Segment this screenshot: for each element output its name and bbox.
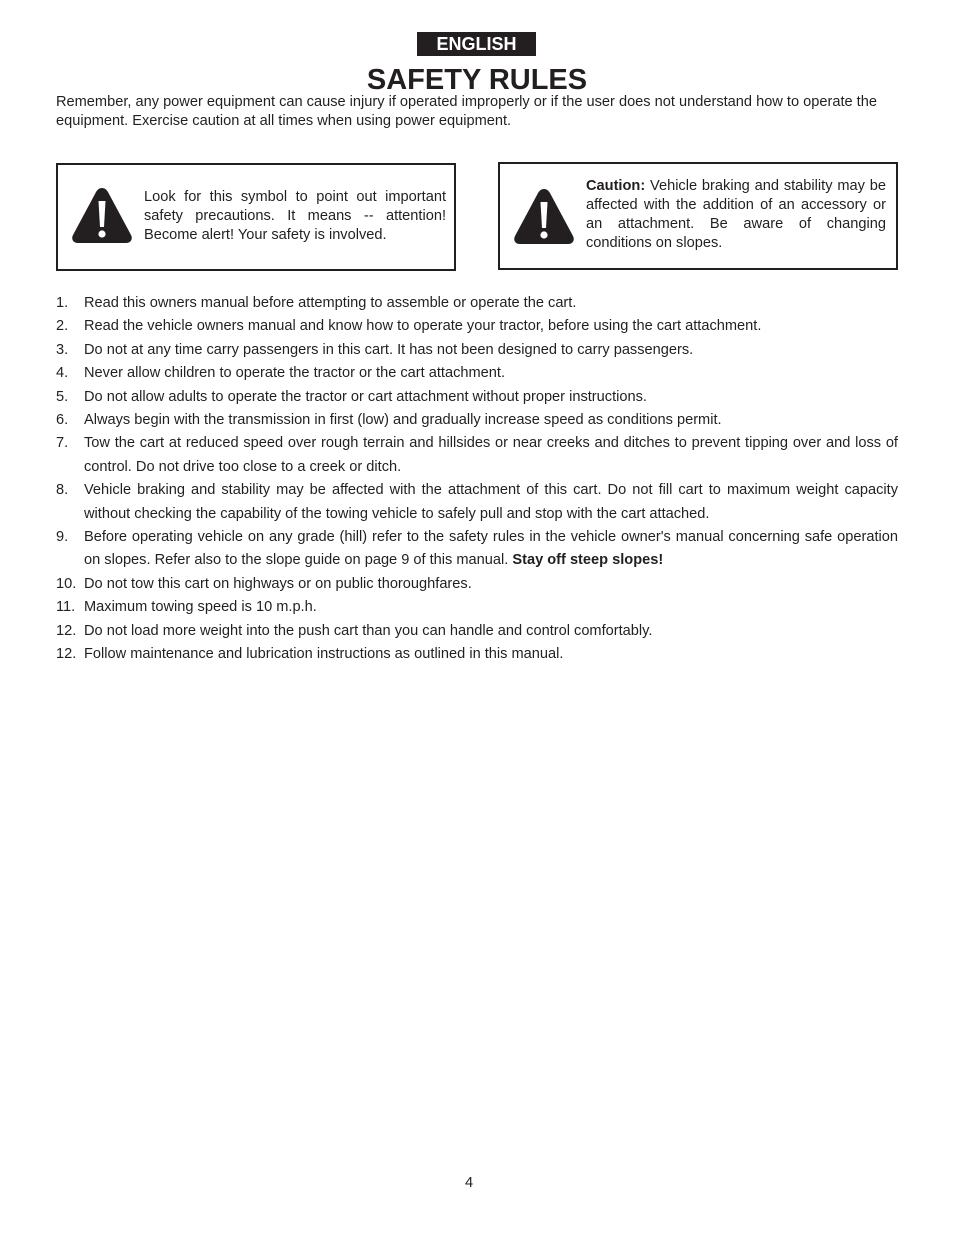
notice-text: Look for this symbol to point out important safety precautions. It means -- attention! Become alert! Your safety is involved. (144, 189, 446, 243)
rule-text: Always begin with the transmission in first (low) and gradually increase speed as conditions permit. (84, 412, 722, 429)
rule-text: Follow maintenance and lubrication instructions as outlined in this manual. (84, 646, 564, 663)
rule-number: 2. (56, 318, 69, 335)
caution-notice (498, 162, 898, 270)
safety-rules-list (56, 292, 898, 667)
rule-text: Read the vehicle owners manual and know how to operate your tractor, before using the cart attachment. (84, 318, 762, 335)
rule-number: 1. (56, 295, 69, 311)
caution-text: Vehicle braking and stability may be affected with the addition of an accessory or an attachment. Be aware of changing conditions on slopes. (586, 178, 886, 251)
rule-text: Do not load more weight into the push cart than you can handle and control comfortably. (84, 622, 653, 639)
page-title: SAFETY RULES (366, 64, 588, 96)
rule-item (56, 362, 898, 385)
notice-text (586, 177, 886, 253)
rule-number: 9. (56, 529, 69, 546)
rule-number: 5. (56, 388, 69, 405)
rule-emphasis: Stay off steep slopes! (512, 552, 664, 569)
rule-text: Vehicle braking and stability may be affected with the attachment of this cart. Do not fill cart to maximum weight capacity without checking the capability of the towing vehicle to safely pull and stop with the cart attached. (84, 482, 898, 522)
rule-item (56, 292, 898, 315)
rule-number: 12. (56, 622, 77, 639)
rule-number: 10. (56, 575, 77, 592)
rule-text: Do not allow adults to operate the tractor or cart attachment without proper instructions. (84, 388, 647, 405)
caution-label: Caution: (586, 178, 646, 194)
intro-paragraph: Remember, any power equipment can cause injury if operated improperly or if the user does not understand how to operate the equipment. Exercise caution at all times when using power equipment. (56, 94, 877, 129)
rule-text: Before operating vehicle on any grade (hill) refer to the safety rules in the vehicle owner's manual concerning safe operation on slopes. Refer also to the slope guide on page 9 of this manual. (84, 529, 898, 569)
rule-text: Maximum towing speed is 10 m.p.h. (84, 599, 317, 616)
rule-item (56, 479, 898, 526)
rule-number: 4. (56, 365, 69, 382)
warning-triangle-icon (70, 185, 134, 245)
rule-number: 6. (56, 412, 69, 429)
rule-item (56, 643, 898, 666)
page-number: 4 (464, 1175, 474, 1191)
rule-item (56, 315, 898, 338)
rule-item (56, 573, 898, 596)
rule-text: Never allow children to operate the tractor or the cart attachment. (84, 365, 505, 382)
rule-item (56, 432, 898, 479)
rule-item (56, 526, 898, 573)
rule-text: Tow the cart at reduced speed over rough terrain and hillsides or near creeks and ditches to prevent tipping over and loss of control. Do not drive too close to a creek or ditch. (84, 435, 898, 475)
rule-number: 11. (56, 599, 76, 616)
rule-number: 7. (56, 435, 69, 452)
warning-triangle-icon (512, 186, 576, 246)
rule-text: Do not at any time carry passengers in this cart. It has not been designed to carry passengers. (84, 341, 694, 358)
rule-item (56, 386, 898, 409)
rule-item (56, 596, 898, 619)
rule-item (56, 339, 898, 362)
rule-item (56, 409, 898, 432)
rule-text: Do not tow this cart on highways or on public thoroughfares. (84, 575, 472, 592)
rule-item (56, 620, 898, 643)
rule-number: 3. (56, 341, 69, 358)
language-badge: ENGLISH (417, 32, 536, 56)
rule-number: 12. (56, 646, 77, 663)
rule-number: 8. (56, 482, 69, 499)
safety-symbol-notice (56, 163, 456, 271)
rule-text: Read this owners manual before attempting to assemble or operate the cart. (84, 295, 577, 311)
